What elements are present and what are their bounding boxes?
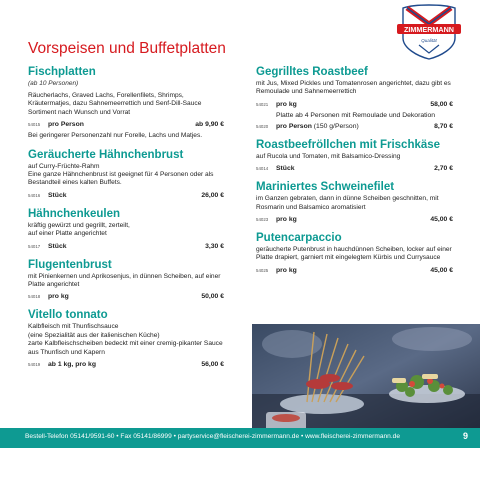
page-title: Vorspeisen und Buffetplatten (28, 40, 226, 57)
unit: pro kg (276, 100, 297, 108)
section-fischplatten (28, 66, 224, 141)
article-number: 54019 (28, 362, 41, 368)
price: 50,00 € (201, 293, 224, 301)
haehnchenbrust-desc: auf Curry-Früchte-Rahm Eine ganze Hähnchenbrust ist geeignet für 4 Personen oder als Bestandteil eines kalten Buffets. (28, 162, 214, 187)
zimmermann-logo (393, 4, 465, 60)
article-number: 54020 (256, 123, 269, 129)
price: 8,70 € (434, 122, 453, 130)
food-photo (252, 324, 480, 436)
fischplatten-subtitle: (ab 10 Personen) (28, 80, 79, 87)
vitello-title: Vitello tonnato (28, 309, 108, 322)
schweinefilet-desc: im Ganzen gebraten, dann in dünne Scheiben geschnitten, mit Rosmarin und Balsamico aromatisiert (256, 195, 439, 211)
unit: Stück (48, 242, 67, 250)
fischplatten-note: Bei geringerer Personenzahl nur Forelle, Lachs und Matjes. (28, 132, 203, 140)
fischplatten-desc: Räucherlachs, Graved Lachs, Forellenfilets, Shrimps, Kräutermatjes, dazu Sahnemeerrettich und Senf-Dill-Sauce Sortiment nach Wunsch und Vorrat (28, 92, 202, 116)
price: 58,00 € (430, 100, 453, 108)
article-number: 54025 (256, 267, 269, 273)
platter-note: Platte ab 4 Personen mit Remoulade und Dekoration (276, 111, 436, 119)
logo-text: ZIMMERMANN (404, 25, 454, 34)
roastbeef-platter-note-row (256, 111, 453, 120)
haehnchenbrust-title: Geräucherte Hähnchenbrust (28, 148, 184, 161)
fischplatten-title: Fischplatten (28, 66, 96, 78)
putencarpaccio-title: Putencarpaccio (256, 232, 342, 245)
roastbeefroellchen-title: Roastbeefröllchen mit Frischkäse (256, 138, 441, 151)
vitello-price-row (28, 360, 224, 369)
price: 45,00 € (430, 216, 453, 224)
unit: pro kg (48, 293, 69, 301)
unit: Stück (276, 165, 295, 173)
haehnchenbrust-price-row (28, 191, 224, 200)
unit: pro Person (48, 121, 84, 129)
unit: pro kg (276, 216, 297, 224)
haehnchenkeulen-price-row (28, 242, 224, 251)
article-number: 54015 (28, 122, 41, 128)
section-roastbeef (256, 66, 453, 131)
footer-contact: Bestell-Telefon 05141/9591-60 • Fax 05141/86999 • partyservice@fleischerei-zimmermann.de • www.fleischerei-zimmermann.de (25, 433, 400, 440)
roastbeefroellchen-desc: auf Rucola und Tomaten, mit Balsamico-Dressing (256, 152, 401, 160)
article-number: 54021 (256, 101, 269, 107)
article-number: 54014 (256, 166, 269, 172)
flugentenbrust-title: Flugentenbrust (28, 258, 112, 271)
flugentenbrust-price-row (28, 292, 224, 301)
schweinefilet-price-row (256, 215, 453, 224)
price: 2,70 € (434, 165, 453, 173)
roastbeef-price-row-kg (256, 100, 453, 109)
flugentenbrust-desc: mit Pinienkernen und Aprikosenjus, in dünnen Scheiben, auf einer Platte angerichtet (28, 272, 221, 289)
price: 45,00 € (430, 266, 453, 274)
page-number: 9 (462, 431, 468, 441)
roastbeef-price-row-person (256, 122, 453, 131)
price: 3,30 € (205, 242, 224, 250)
price: 26,00 € (201, 191, 224, 199)
left-column (28, 66, 224, 377)
right-column (256, 66, 453, 283)
section-haehnchenbrust (28, 149, 224, 200)
haehnchenkeulen-desc: kräftig gewürzt und gegrillt, zerteilt, auf einer Platte angerichtet (28, 221, 130, 238)
article-number: 54016 (28, 192, 41, 198)
unit: Stück (48, 191, 67, 199)
article-number: 54018 (28, 294, 41, 300)
roastbeef-desc: mit Jus, Mixed Pickles und Tomatenrosen angerichtet, dazu gibt es Remoulade und Sahnemeerrettich (256, 80, 451, 96)
section-haehnchenkeulen (28, 208, 224, 251)
unit: pro Person (276, 122, 312, 130)
unit-extra: (150 g/Person) (313, 122, 359, 130)
footer-bar (0, 428, 480, 448)
section-flugentenbrust (28, 259, 224, 302)
section-vitello (28, 309, 224, 369)
section-putencarpaccio (256, 232, 453, 275)
article-number: 54017 (28, 243, 41, 249)
section-roastbeefroellchen (256, 139, 453, 173)
roastbeef-title: Gegrilltes Roastbeef (256, 66, 368, 78)
haehnchenkeulen-title: Hähnchenkeulen (28, 207, 121, 220)
schweinefilet-title: Mariniertes Schweinefilet (256, 181, 395, 194)
roastbeefroellchen-price-row (256, 164, 453, 173)
unit: pro kg (276, 266, 297, 274)
logo-sub: Qualität (421, 38, 437, 43)
vitello-desc: Kalbfleisch mit Thunfischsauce (eine Spezialität aus der italienischen Küche) zarte Kalbfleischscheiben bedeckt mit einer cremig-pikanter Sauce aus Thunfisch und Kapern (28, 323, 223, 356)
price: ab 9,90 € (195, 121, 224, 129)
price: 56,00 € (201, 361, 224, 369)
section-schweinefilet (256, 181, 453, 224)
putencarpaccio-desc: gerāucherte Putenbrust in hauchdünnen Scheiben, locker auf einer Platte drapiert, garniert mit eingelegtem Kürbis und Currysauce (256, 246, 452, 262)
unit: ab 1 kg, pro kg (48, 361, 96, 369)
fischplatten-price-row (28, 120, 224, 129)
article-number: 54023 (256, 217, 269, 223)
putencarpaccio-price-row (256, 266, 453, 275)
